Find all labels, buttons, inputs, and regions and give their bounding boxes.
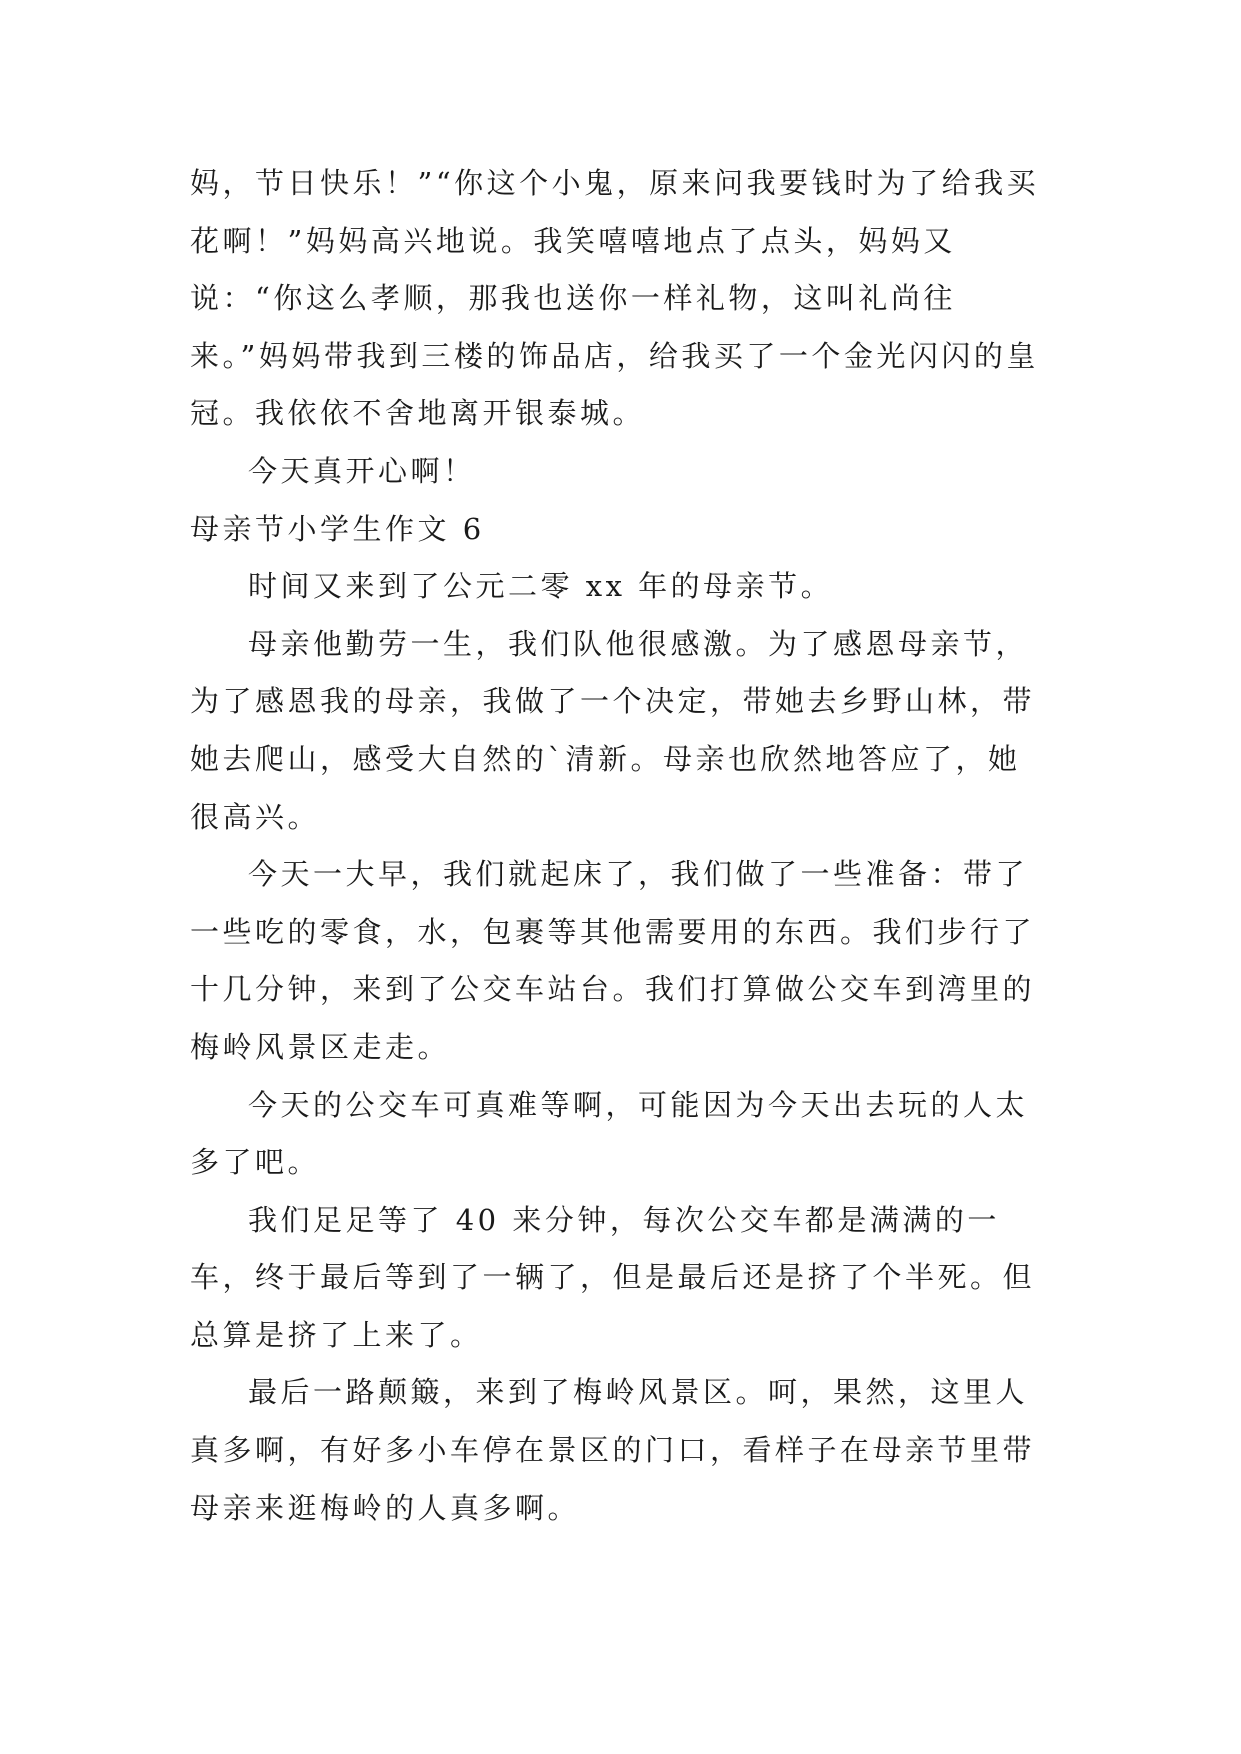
paragraph: 今天的公交车可真难等啊，可能因为今天出去玩的人太多了吧。 <box>190 1087 1029 1180</box>
paragraph: 今天一大早，我们就起床了，我们做了一些准备：带了一些吃的零食，水，包裹等其他需要用的东西。我们步行了十几分钟，来到了公交车站台。我们打算做公交车到湾里的梅岭风景区走走。 <box>190 857 1036 1064</box>
paragraph: 我们足足等了 40 来分钟，每次公交车都是满满的一车，终于最后等到了一辆了，但是最后还是挤了个半死。但总算是挤了上来了。 <box>190 1202 1036 1352</box>
paragraph: 最后一路颠簸，来到了梅岭风景区。呵，果然，这里人真多啊，有好多小车停在景区的门口，看样子在母亲节里带母亲来逛梅岭的人真多啊。 <box>190 1375 1036 1525</box>
paragraph: 母亲他勤劳一生，我们队他很感激。为了感恩母亲节，为了感恩我的母亲，我做了一个决定，带她去乡野山林，带她去爬山，感受大自然的`清新。母亲也欣然地答应了，她很高兴。 <box>190 626 1036 834</box>
document-body <box>190 155 1050 1537</box>
paragraph: 时间又来到了公元二零 xx 年的母亲节。 <box>248 569 834 604</box>
section-heading: 母亲节小学生作文 6 <box>190 511 485 546</box>
paragraph: 今天真开心啊！ <box>248 453 476 488</box>
paragraph-continuation: 妈，节日快乐！”“你这个小鬼，原来问我要钱时为了给我买花啊！”妈妈高兴地说。我笑嘻嘻地点了点头，妈妈又说：“你这么孝顺，那我也送你一样礼物，这叫礼尚往来。”妈妈带我到三楼的饰品店，给我买了一个金光闪闪的皇冠。我依依不舍地离开银泰城。 <box>190 166 1040 431</box>
